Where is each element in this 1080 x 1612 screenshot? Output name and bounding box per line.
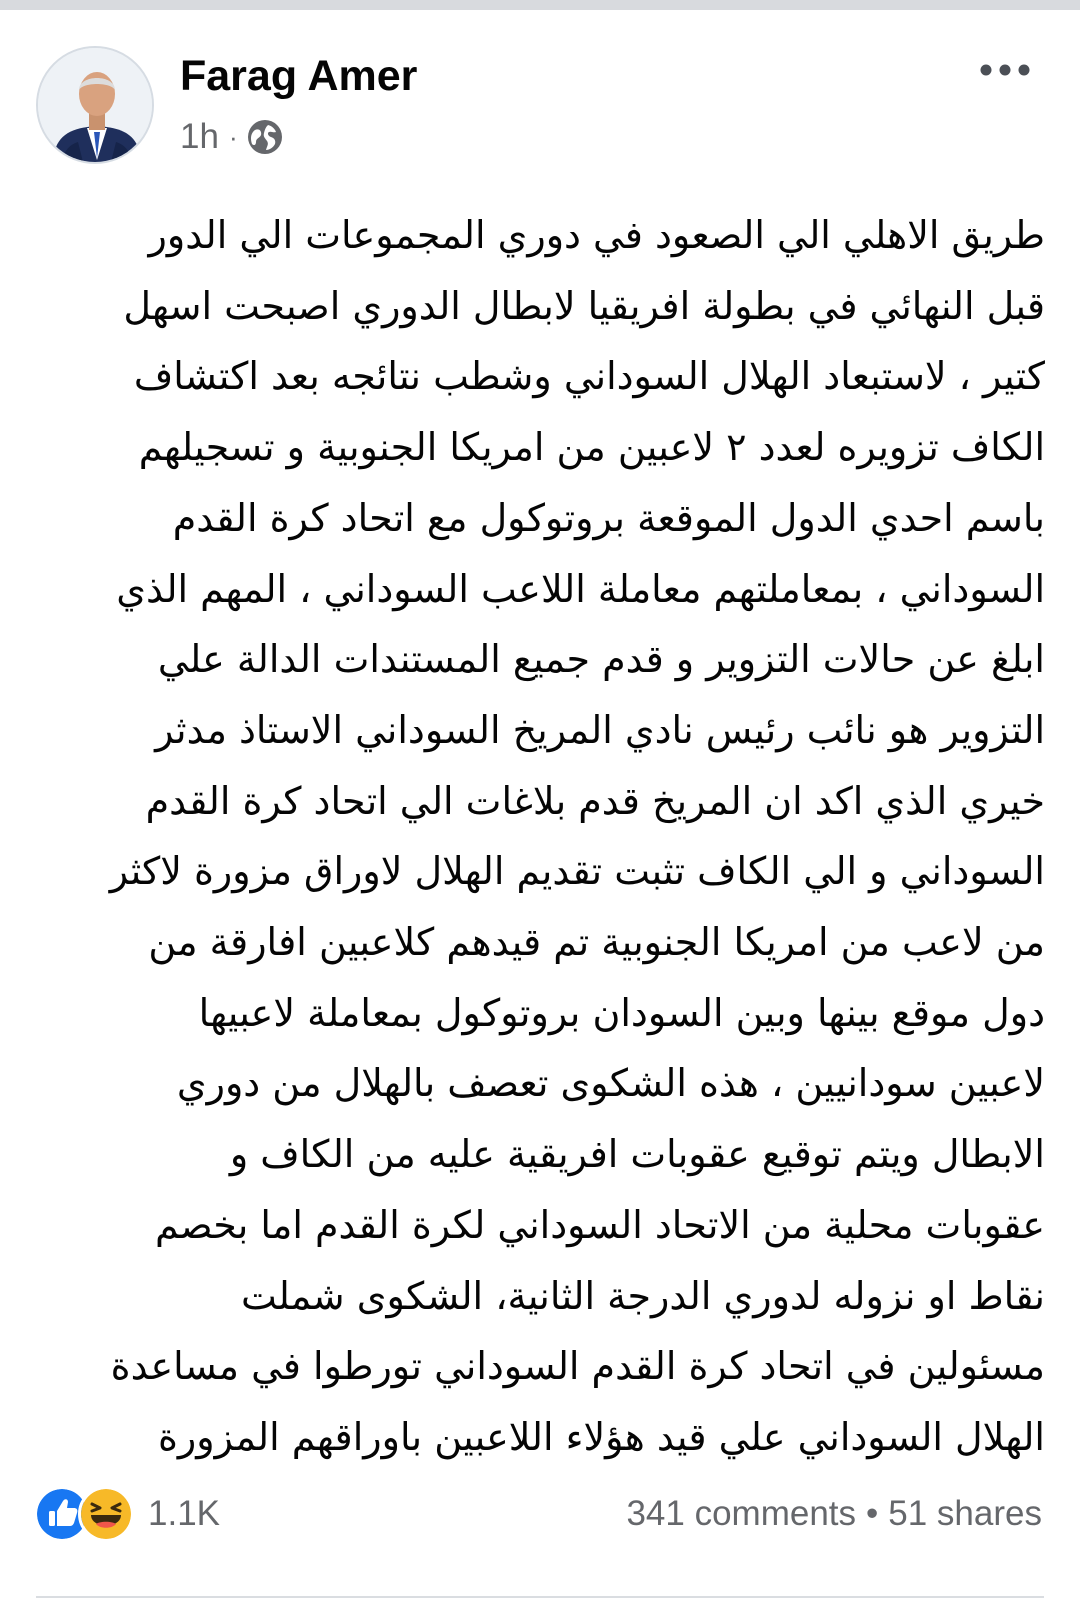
more-options-button[interactable] [970, 50, 1040, 90]
top-divider-strip [0, 0, 1080, 10]
meta-separator: · [228, 121, 238, 152]
more-options-icon [980, 64, 1030, 76]
post-body-text: طريق الاهلي الي الصعود في دوري المجموعات الي الدور قبل النهائي في بطولة افريقيا لابطال الدوري اصبحت اسهل كتير ، لاستبعاد الهلال السوداني وشطب نتائجه بعد اكتشاف الكاف تزويره لعدد ٢ لاعبين من امريكا الجنوبية و تسجيلهم باسم احدي الدول الموقعة بروتوكول مع اتحاد كرة القدم السوداني ، بمعاملتهم معاملة اللاعب السوداني ، المهم الذي ابلغ عن حالات التزوير و قدم جميع المستندات الدالة علي التزوير هو نائب رئيس نادي المريخ السوداني الاستاذ مدثر خيري الذي اكد ان المريخ قدم بلاغات الي اتحاد كرة القدم السوداني و الي الكاف تثبت تقديم الهلال لاوراق مزورة لاكثر من لاعب من امريكا الجنوبية تم قيدهم كلاعبين افارقة من دول موقع بينها وبين السودان بروتوكول بمعاملة لاعبيها لاعبين سودانيين ، هذه الشكوى تعصف بالهلال من دوري الابطال ويتم توقيع عقوبات افريقية عليه من الكاف و عقوبات محلية من الاتحاد السوداني لكرة القدم اما بخصم نقاط او نزوله لدوري الدرجة الثانية، الشكوى شملت مسئولين في اتحاد كرة القدم السوداني تورطوا في مساعدة الهلال السوداني علي قيد هؤلاء اللاعبين باوراقهم المزورة [109, 213, 1045, 1459]
haha-icon [78, 1486, 134, 1542]
globe-icon[interactable] [246, 118, 284, 156]
stats-separator: • [866, 1494, 879, 1533]
post-timestamp[interactable]: 1h [180, 117, 219, 156]
bottom-divider [36, 1596, 1044, 1598]
reactions-count: 1.1K [148, 1494, 220, 1533]
comments-count-link[interactable]: 341 comments [626, 1494, 857, 1533]
avatar-portrait-image [38, 48, 154, 164]
engagement-stats [626, 1486, 1042, 1542]
author-name[interactable]: Farag Amer [180, 52, 418, 100]
post-meta [180, 112, 284, 162]
reactions-summary[interactable] [34, 1486, 220, 1542]
post-footer [0, 1480, 1080, 1550]
author-avatar[interactable] [36, 46, 154, 164]
shares-count-link[interactable]: 51 shares [888, 1494, 1042, 1533]
